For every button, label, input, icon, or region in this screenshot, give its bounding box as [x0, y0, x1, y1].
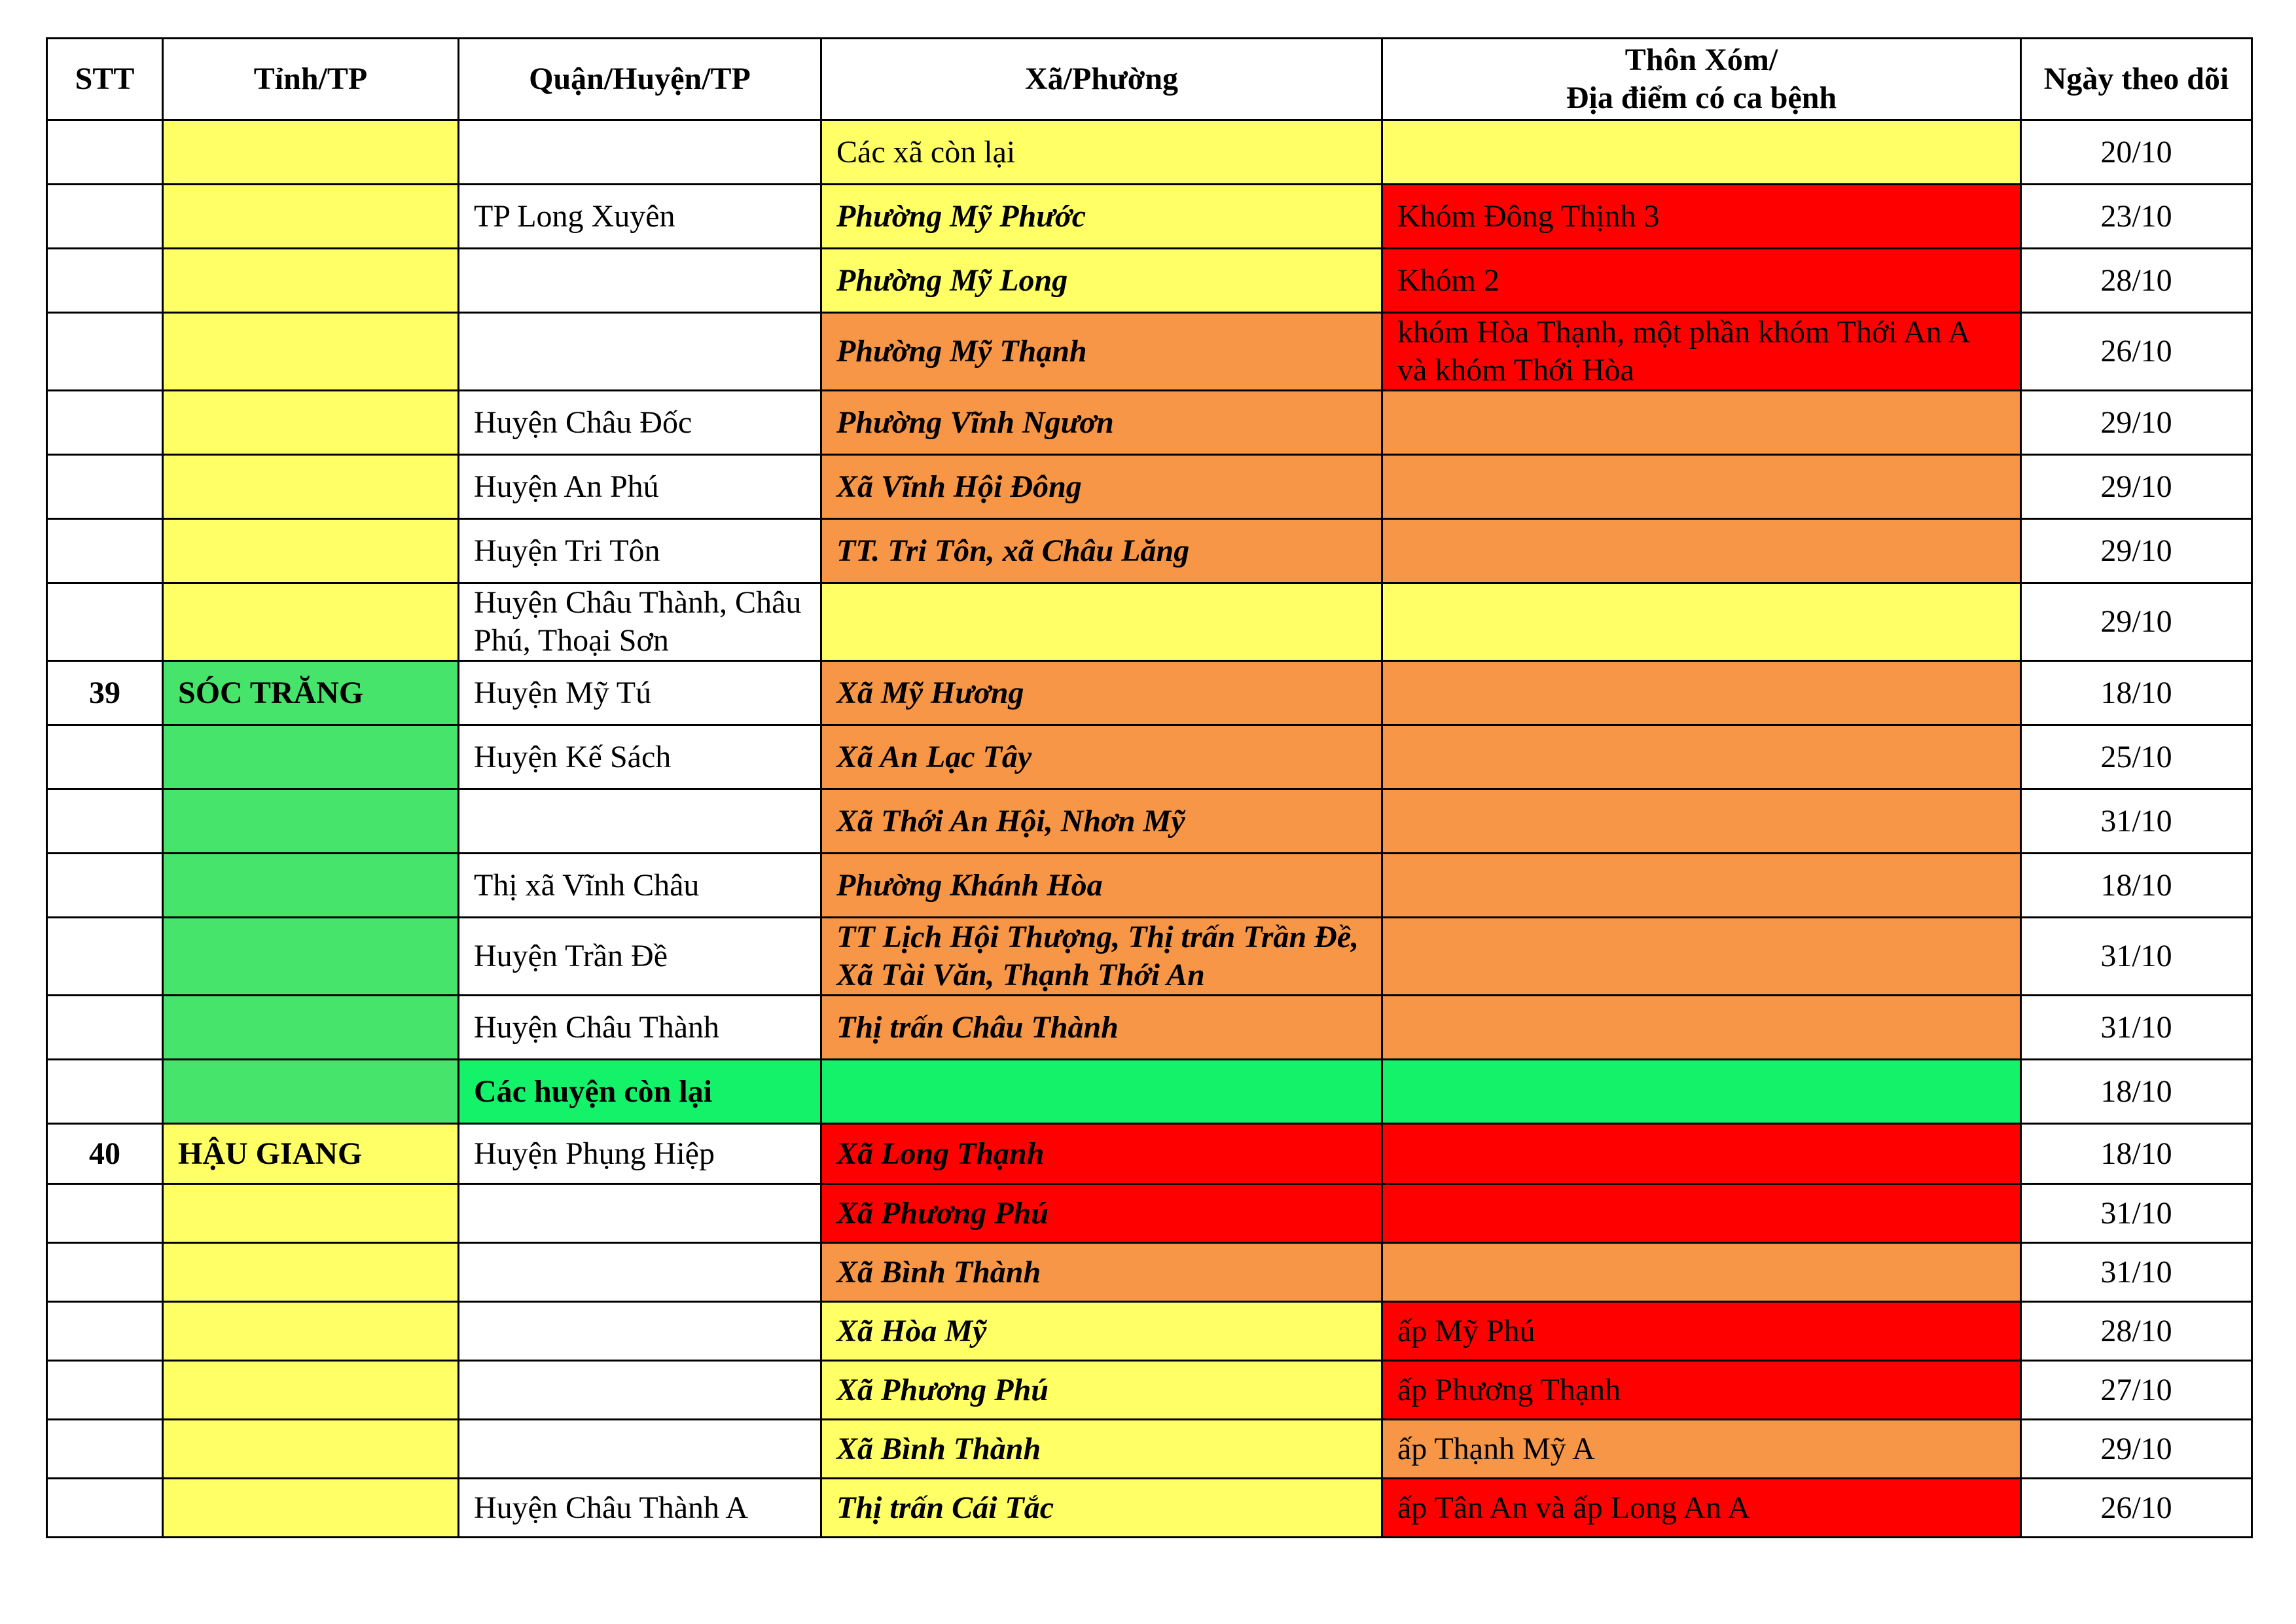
- cell-date: 29/10: [2021, 455, 2252, 519]
- cell-district: [459, 1302, 821, 1361]
- cell-date: 26/10: [2021, 1479, 2252, 1538]
- table-row: [47, 661, 2252, 725]
- table-row: [47, 1060, 2252, 1124]
- cell-district: Các huyện còn lại: [459, 1060, 821, 1124]
- cell-province: [163, 918, 459, 996]
- cell-province: [163, 1479, 459, 1538]
- outbreak-table: [46, 37, 2253, 1538]
- cell-province: [163, 583, 459, 661]
- cell-stt: [47, 1302, 163, 1361]
- cell-commune: Xã Bình Thành: [821, 1243, 1382, 1302]
- cell-province: [163, 854, 459, 918]
- cell-stt: [47, 854, 163, 918]
- cell-hamlet: [1382, 391, 2021, 455]
- cell-date: 23/10: [2021, 185, 2252, 249]
- cell-province: [163, 1243, 459, 1302]
- cell-date: 29/10: [2021, 391, 2252, 455]
- cell-stt: [47, 1184, 163, 1243]
- cell-date: 31/10: [2021, 789, 2252, 854]
- cell-commune: Xã Mỹ Hương: [821, 661, 1382, 725]
- cell-province: [163, 996, 459, 1060]
- cell-date: 29/10: [2021, 1420, 2252, 1479]
- cell-commune: Xã Phương Phú: [821, 1184, 1382, 1243]
- cell-commune: TT Lịch Hội Thượng, Thị trấn Trần Đề, Xã Tài Văn, Thạnh Thới An: [821, 918, 1382, 996]
- table-row: [47, 918, 2252, 996]
- table-row: [47, 725, 2252, 789]
- cell-commune: TT. Tri Tôn, xã Châu Lăng: [821, 519, 1382, 583]
- cell-province: [163, 455, 459, 519]
- cell-commune: Xã Thới An Hội, Nhơn Mỹ: [821, 789, 1382, 854]
- cell-hamlet: [1382, 854, 2021, 918]
- header-commune: Xã/Phường: [821, 39, 1382, 120]
- cell-province: [163, 1420, 459, 1479]
- table-row: [47, 1184, 2252, 1243]
- cell-stt: [47, 391, 163, 455]
- cell-stt: [47, 1060, 163, 1124]
- cell-hamlet: [1382, 661, 2021, 725]
- cell-hamlet: [1382, 789, 2021, 854]
- cell-hamlet: ấp Thạnh Mỹ A: [1382, 1420, 2021, 1479]
- table-row: [47, 120, 2252, 185]
- cell-district: Huyện Phụng Hiệp: [459, 1124, 821, 1184]
- cell-date: 31/10: [2021, 1243, 2252, 1302]
- table-row: [47, 1243, 2252, 1302]
- cell-district: [459, 789, 821, 854]
- cell-hamlet: ấp Tân An và ấp Long An A: [1382, 1479, 2021, 1538]
- cell-province: [163, 1361, 459, 1420]
- cell-commune: Xã Bình Thành: [821, 1420, 1382, 1479]
- cell-date: 31/10: [2021, 996, 2252, 1060]
- cell-district: Huyện Tri Tôn: [459, 519, 821, 583]
- cell-stt: [47, 1479, 163, 1538]
- cell-province: [163, 1184, 459, 1243]
- cell-hamlet: [1382, 725, 2021, 789]
- cell-district: Huyện Châu Thành: [459, 996, 821, 1060]
- cell-commune: Xã Long Thạnh: [821, 1124, 1382, 1184]
- cell-hamlet: [1382, 583, 2021, 661]
- cell-stt: [47, 1243, 163, 1302]
- table-row: [47, 1124, 2252, 1184]
- cell-commune: Phường Vĩnh Ngươn: [821, 391, 1382, 455]
- cell-district: Huyện Châu Đốc: [459, 391, 821, 455]
- table-row: [47, 996, 2252, 1060]
- cell-hamlet: [1382, 1124, 2021, 1184]
- cell-province: [163, 249, 459, 313]
- cell-stt: [47, 455, 163, 519]
- cell-province: [163, 725, 459, 789]
- cell-hamlet: [1382, 918, 2021, 996]
- cell-stt: [47, 1361, 163, 1420]
- cell-district: [459, 1420, 821, 1479]
- cell-date: 18/10: [2021, 1060, 2252, 1124]
- cell-district: Huyện Châu Thành A: [459, 1479, 821, 1538]
- header-hamlet-line1: Thôn Xóm/: [1624, 43, 1778, 77]
- table-row: [47, 583, 2252, 661]
- table-row: [47, 313, 2252, 391]
- cell-stt: [47, 313, 163, 391]
- header-hamlet-line2: Địa điểm có ca bệnh: [1566, 81, 1837, 115]
- cell-stt: [47, 996, 163, 1060]
- cell-stt: [47, 789, 163, 854]
- header-hamlet: [1382, 39, 2021, 120]
- cell-date: 18/10: [2021, 1124, 2252, 1184]
- table-row: [47, 391, 2252, 455]
- table-row: [47, 249, 2252, 313]
- header-district: Quận/Huyện/TP: [459, 39, 821, 120]
- table-header-row: [47, 39, 2252, 120]
- cell-stt: [47, 1420, 163, 1479]
- cell-province: [163, 391, 459, 455]
- cell-commune: Xã Hòa Mỹ: [821, 1302, 1382, 1361]
- cell-province: [163, 120, 459, 185]
- cell-date: 27/10: [2021, 1361, 2252, 1420]
- table-row: [47, 455, 2252, 519]
- cell-hamlet: [1382, 519, 2021, 583]
- cell-date: 29/10: [2021, 519, 2252, 583]
- cell-district: [459, 1243, 821, 1302]
- cell-district: Huyện Châu Thành, Châu Phú, Thoại Sơn: [459, 583, 821, 661]
- cell-date: 25/10: [2021, 725, 2252, 789]
- table-row: [47, 519, 2252, 583]
- table-row: [47, 1302, 2252, 1361]
- cell-hamlet: Khóm 2: [1382, 249, 2021, 313]
- cell-province: [163, 313, 459, 391]
- cell-province: SÓC TRĂNG: [163, 661, 459, 725]
- cell-commune: Phường Khánh Hòa: [821, 854, 1382, 918]
- cell-district: [459, 313, 821, 391]
- cell-province: [163, 789, 459, 854]
- cell-date: 18/10: [2021, 661, 2252, 725]
- cell-commune: Phường Mỹ Phước: [821, 185, 1382, 249]
- table-row: [47, 185, 2252, 249]
- cell-province: [163, 185, 459, 249]
- cell-stt: 39: [47, 661, 163, 725]
- cell-stt: [47, 120, 163, 185]
- cell-date: 28/10: [2021, 249, 2252, 313]
- cell-district: [459, 120, 821, 185]
- cell-commune: Thị trấn Châu Thành: [821, 996, 1382, 1060]
- cell-stt: [47, 725, 163, 789]
- cell-date: 29/10: [2021, 583, 2252, 661]
- cell-date: 20/10: [2021, 120, 2252, 185]
- cell-date: 31/10: [2021, 1184, 2252, 1243]
- cell-hamlet: [1382, 120, 2021, 185]
- cell-hamlet: [1382, 1243, 2021, 1302]
- cell-commune: [821, 1060, 1382, 1124]
- cell-district: TP Long Xuyên: [459, 185, 821, 249]
- cell-district: Huyện Mỹ Tú: [459, 661, 821, 725]
- cell-province: [163, 519, 459, 583]
- cell-district: Huyện Kế Sách: [459, 725, 821, 789]
- cell-stt: [47, 519, 163, 583]
- cell-stt: [47, 583, 163, 661]
- cell-commune: Phường Mỹ Thạnh: [821, 313, 1382, 391]
- table-row: [47, 1479, 2252, 1538]
- cell-date: 26/10: [2021, 313, 2252, 391]
- cell-province: [163, 1060, 459, 1124]
- cell-hamlet: [1382, 1184, 2021, 1243]
- cell-hamlet: khóm Hòa Thạnh, một phần khóm Thới An A và khóm Thới Hòa: [1382, 313, 2021, 391]
- cell-district: [459, 1361, 821, 1420]
- cell-date: 28/10: [2021, 1302, 2252, 1361]
- cell-date: 31/10: [2021, 918, 2252, 996]
- header-date: Ngày theo dõi: [2021, 39, 2252, 120]
- cell-hamlet: [1382, 996, 2021, 1060]
- cell-hamlet: ấp Mỹ Phú: [1382, 1302, 2021, 1361]
- cell-hamlet: ấp Phương Thạnh: [1382, 1361, 2021, 1420]
- cell-commune: Xã An Lạc Tây: [821, 725, 1382, 789]
- cell-stt: [47, 249, 163, 313]
- cell-commune: Xã Phương Phú: [821, 1361, 1382, 1420]
- table-row: [47, 1420, 2252, 1479]
- table-row: [47, 789, 2252, 854]
- cell-stt: 40: [47, 1124, 163, 1184]
- cell-commune: Thị trấn Cái Tắc: [821, 1479, 1382, 1538]
- cell-commune: Phường Mỹ Long: [821, 249, 1382, 313]
- cell-date: 18/10: [2021, 854, 2252, 918]
- table-row: [47, 854, 2252, 918]
- cell-stt: [47, 185, 163, 249]
- header-province: Tỉnh/TP: [163, 39, 459, 120]
- cell-commune: [821, 583, 1382, 661]
- cell-district: Thị xã Vĩnh Châu: [459, 854, 821, 918]
- cell-district: Huyện Trần Đề: [459, 918, 821, 996]
- header-stt: STT: [47, 39, 163, 120]
- cell-district: [459, 249, 821, 313]
- cell-district: [459, 1184, 821, 1243]
- cell-province: [163, 1302, 459, 1361]
- cell-hamlet: [1382, 1060, 2021, 1124]
- cell-district: Huyện An Phú: [459, 455, 821, 519]
- table-row: [47, 1361, 2252, 1420]
- cell-commune: Các xã còn lại: [821, 120, 1382, 185]
- cell-commune: Xã Vĩnh Hội Đông: [821, 455, 1382, 519]
- cell-hamlet: Khóm Đông Thịnh 3: [1382, 185, 2021, 249]
- cell-province: HẬU GIANG: [163, 1124, 459, 1184]
- cell-stt: [47, 918, 163, 996]
- cell-hamlet: [1382, 455, 2021, 519]
